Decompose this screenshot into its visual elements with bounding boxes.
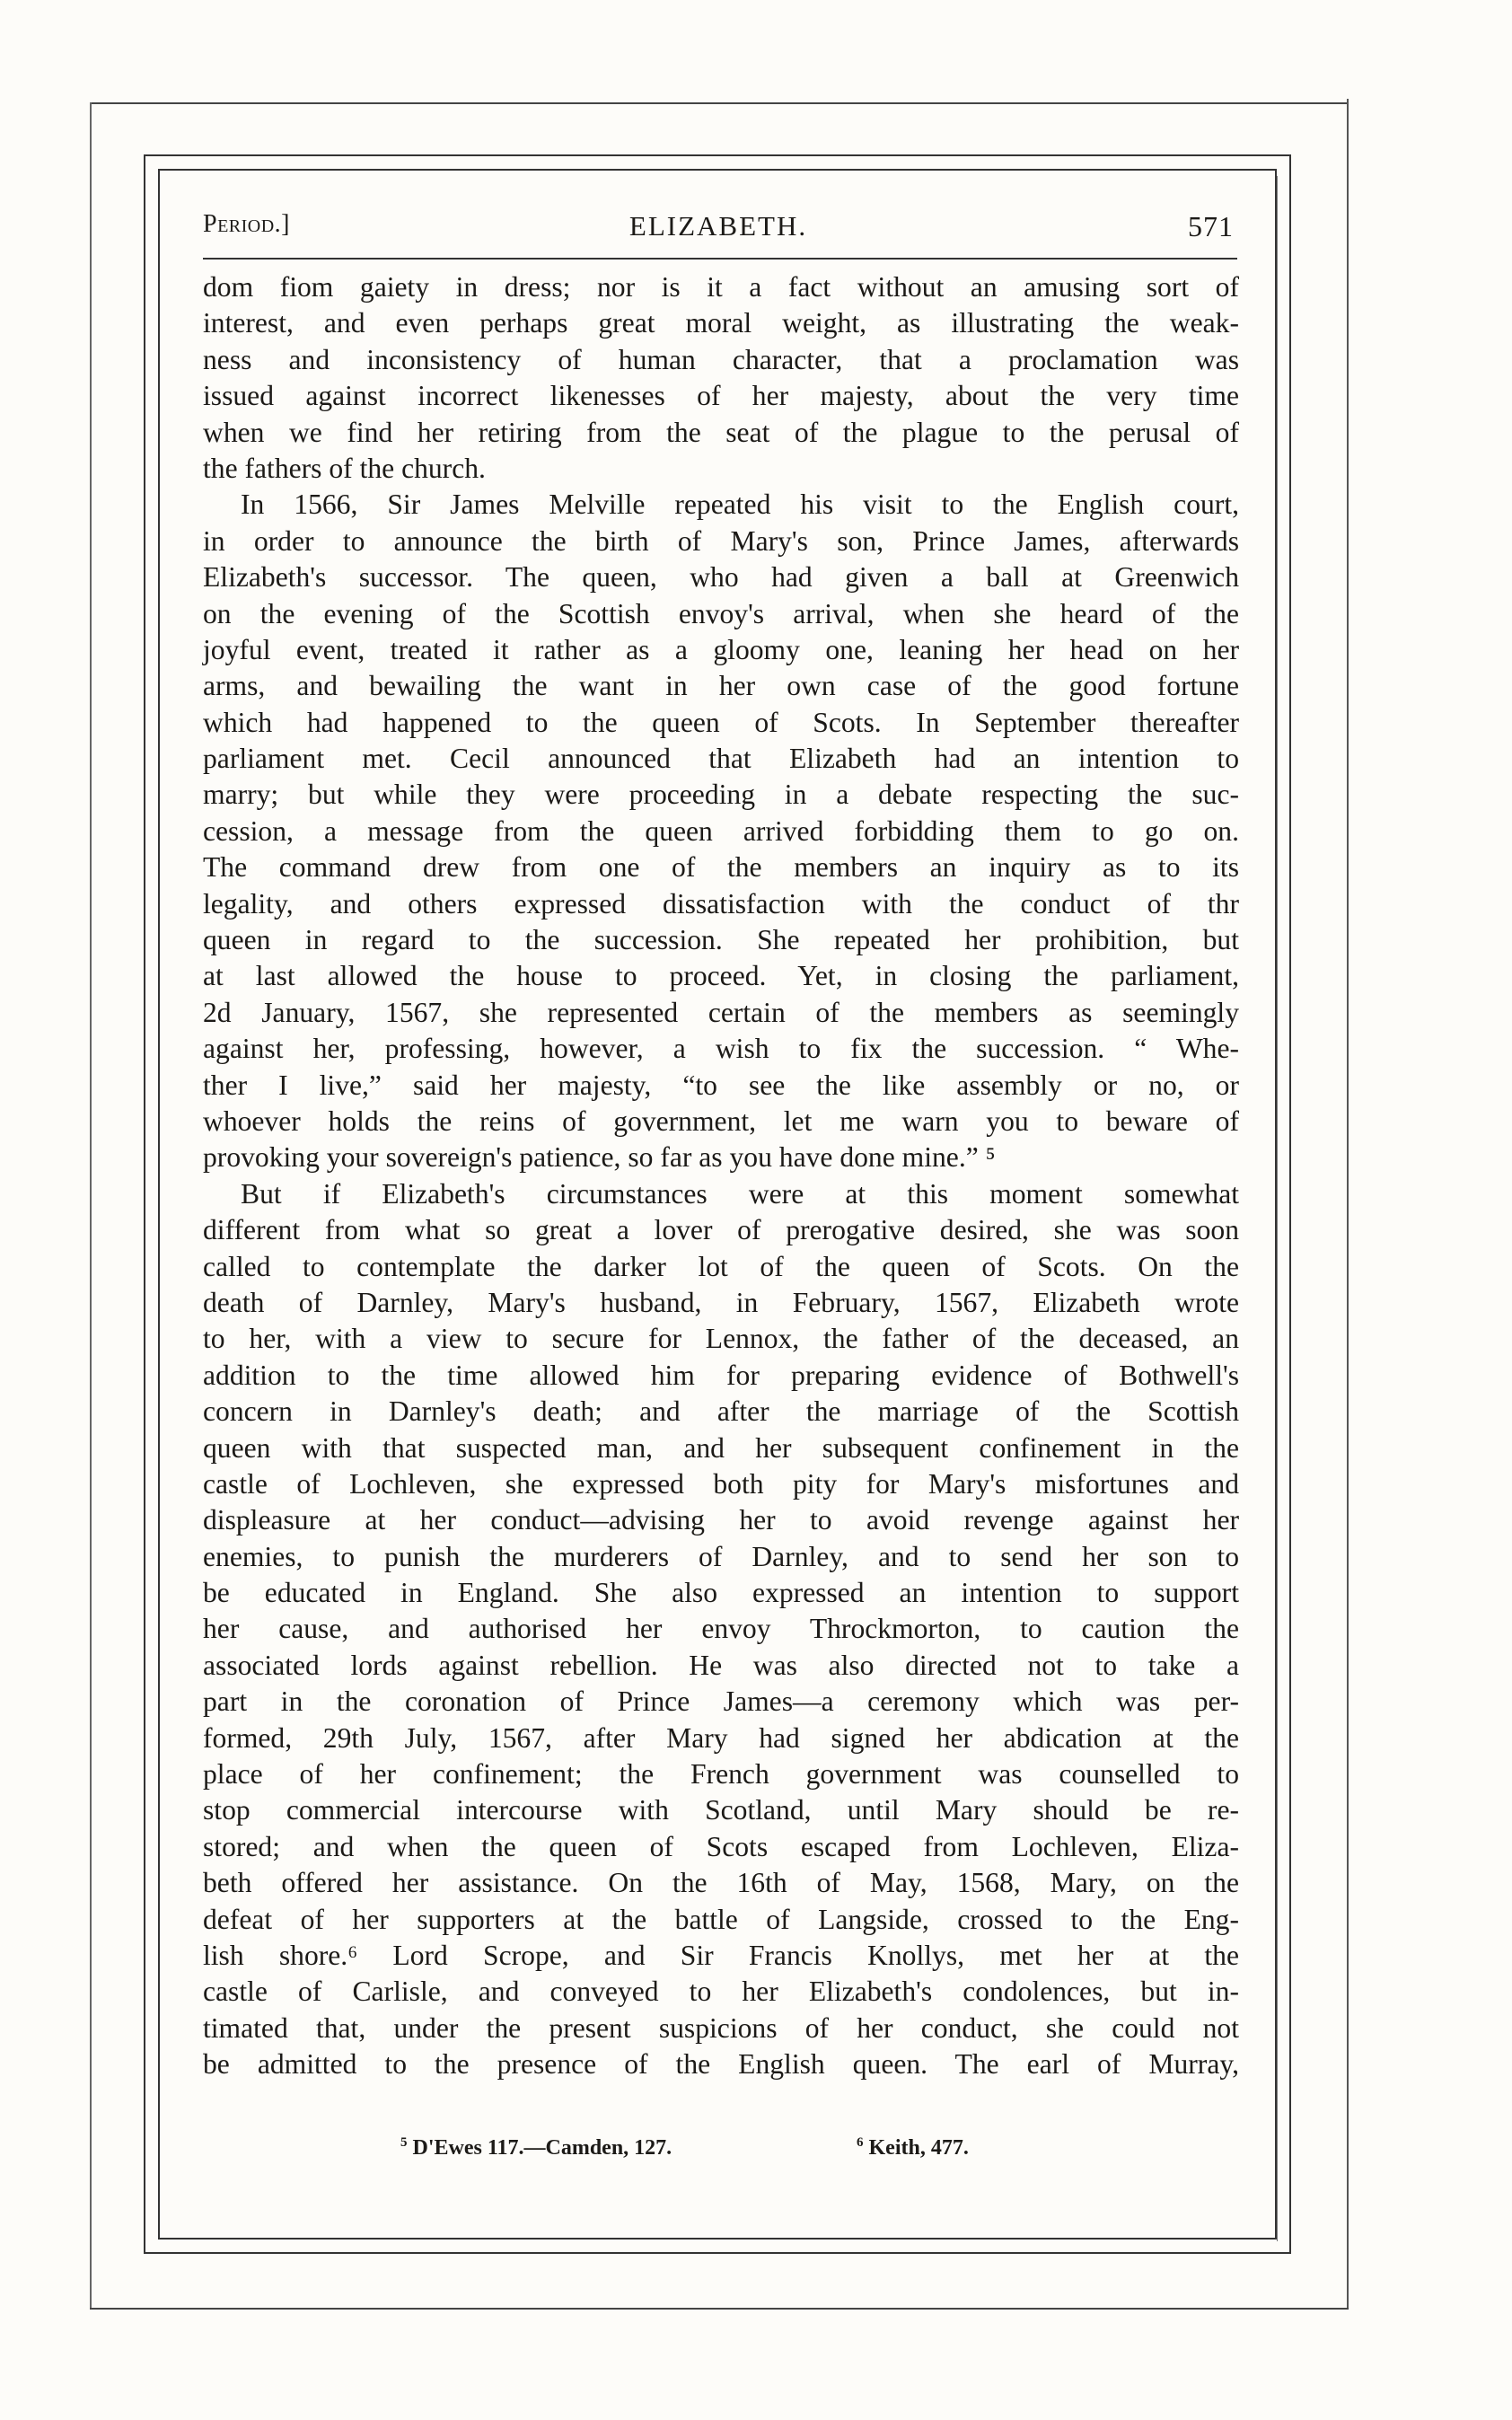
text-line: death of Darnley, Mary's husband, in February, 1567, Elizabeth wrote — [203, 1286, 1239, 1318]
text-line: timated that, under the present suspicions of her conduct, she could not — [203, 2011, 1239, 2044]
text-line: Elizabeth's successor. The queen, who had given a ball at Greenwich — [203, 561, 1239, 594]
text-line: the fathers of the church. — [203, 452, 486, 484]
footnote-marker: 5 — [400, 2135, 408, 2150]
text-line: when we find her retiring from the seat of the plague to the perusal of — [203, 416, 1239, 448]
footnote-marker: 6 — [857, 2135, 864, 2150]
text-line: be admitted to the presence of the English queen. The earl of Murray, — [203, 2048, 1239, 2081]
text-line: addition to the time allowed him for preparing evidence of Bothwell's — [203, 1359, 1239, 1391]
text-line: legality, and others expressed dissatisfaction with the conduct of thr — [203, 887, 1239, 920]
text-line: stop commercial intercourse with Scotland, until Mary should be re- — [203, 1794, 1239, 1826]
text-line: her cause, and authorised her envoy Throckmorton, to caution the — [203, 1613, 1239, 1645]
text-line: marry; but while they were proceeding in a debate respecting the suc- — [203, 779, 1239, 811]
footnote-text: Keith, 477. — [868, 2136, 969, 2160]
text-line: dom fiom gaiety in dress; nor is it a fact without an amusing sort of — [203, 271, 1239, 303]
outer-rule-right — [1347, 99, 1349, 2308]
text-line: displeasure at her conduct—advising her to avoid revenge against her — [203, 1504, 1239, 1536]
text-line: to her, with a view to secure for Lennox, the father of the deceased, an — [203, 1323, 1239, 1355]
text-line: ther I live,” said her majesty, “to see the like assembly or no, or — [203, 1069, 1239, 1101]
text-line: concern in Darnley's death; and after the marriage of the Scottish — [203, 1395, 1239, 1428]
text-line: arms, and bewailing the want in her own case of the good fortune — [203, 670, 1239, 702]
text-line: parliament met. Cecil announced that Elizabeth had an intention to — [203, 743, 1239, 775]
text-line: formed, 29th July, 1567, after Mary had signed her abdication at the — [203, 1721, 1239, 1754]
text-line: 2d January, 1567, she represented certain of the members as seemingly — [203, 996, 1239, 1028]
text-line: cession, a message from the queen arrived forbidding them to go on. — [203, 814, 1239, 847]
running-head-title: ELIZABETH. — [629, 210, 808, 242]
text-line: part in the coronation of Prince James—a ceremony which was per- — [203, 1685, 1239, 1718]
text-line: provoking your sovereign's patience, so far as you have done mine.” ⁵ — [203, 1141, 996, 1174]
outer-rule-left — [90, 102, 92, 2308]
text-line: called to contemplate the darker lot of the queen of Scots. On the — [203, 1250, 1239, 1282]
text-line: queen with that suspected man, and her subsequent confinement in the — [203, 1431, 1239, 1464]
text-line: stored; and when the queen of Scots escaped from Lochleven, Eliza- — [203, 1830, 1239, 1862]
page-number: 571 — [1188, 210, 1234, 242]
text-line: be educated in England. She also expressed an intention to support — [203, 1577, 1239, 1609]
outer-rule-top — [90, 102, 1347, 104]
text-line: place of her confinement; the French government was counselled to — [203, 1758, 1239, 1791]
running-head — [203, 203, 1234, 248]
text-line: against her, professing, however, a wish to fix the succession. “ Whe- — [203, 1033, 1239, 1065]
text-line: The command drew from one of the members an inquiry as to its — [203, 851, 1239, 884]
text-line: whoever holds the reins of government, let me warn you to beware of — [203, 1104, 1239, 1137]
text-line: ness and inconsistency of human character, that a proclamation was — [203, 343, 1239, 375]
text-line: joyful event, treated it rather as a gloomy one, leaning her head on her — [203, 633, 1239, 665]
text-line: But if Elizabeth's circumstances were at this moment somewhat — [241, 1177, 1239, 1210]
footnotes — [0, 2135, 1512, 2171]
text-line: interest, and even perhaps great moral weight, as illustrating the weak- — [203, 307, 1239, 339]
text-line: queen in regard to the succession. She repeated her prohibition, but — [203, 924, 1239, 956]
footnote-5 — [400, 2135, 672, 2160]
text-line: defeat of her supporters at the battle of Langside, crossed to the Eng- — [203, 1903, 1239, 1935]
text-line: castle of Lochleven, she expressed both pity for Mary's misfortunes and — [203, 1467, 1239, 1500]
body-text — [203, 269, 1239, 2083]
header-rule — [203, 258, 1237, 260]
text-line: on the evening of the Scottish envoy's arrival, when she heard of the — [203, 597, 1239, 629]
text-frame-shadow — [1277, 176, 1292, 2241]
text-line: different from what so great a lover of prerogative desired, she was soon — [203, 1214, 1239, 1246]
outer-rule-bottom — [90, 2308, 1349, 2310]
text-line: beth offered her assistance. On the 16th of May, 1568, Mary, on the — [203, 1867, 1239, 1899]
text-line: in order to announce the birth of Mary's son, Prince James, afterwards — [203, 524, 1239, 557]
running-head-section: Period.] — [203, 210, 290, 238]
footnote-text: D'Ewes 117.—Camden, 127. — [412, 2136, 672, 2160]
text-line: which had happened to the queen of Scots. In September thereafter — [203, 706, 1239, 738]
text-line: associated lords against rebellion. He was also directed not to take a — [203, 1649, 1239, 1681]
footnote-6 — [857, 2135, 969, 2160]
text-line: issued against incorrect likenesses of her majesty, about the very time — [203, 380, 1239, 412]
text-line: castle of Carlisle, and conveyed to her Elizabeth's condolences, but in- — [203, 1976, 1239, 2008]
text-line: enemies, to punish the murderers of Darnley, and to send her son to — [203, 1540, 1239, 1572]
text-line: at last allowed the house to proceed. Yet, in closing the parliament, — [203, 960, 1239, 992]
text-line: In 1566, Sir James Melville repeated his visit to the English court, — [241, 488, 1239, 521]
text-line: lish shore.⁶ Lord Scrope, and Sir Francis Knollys, met her at the — [203, 1939, 1239, 1971]
